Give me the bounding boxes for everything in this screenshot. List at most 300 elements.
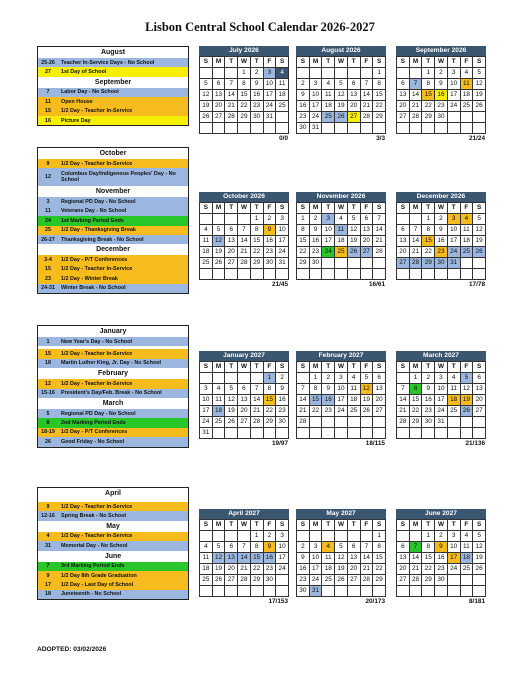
calendar-day: 6 (238, 384, 251, 395)
calendar-day: 5 (473, 531, 486, 542)
calendar-day: 25 (335, 247, 348, 258)
calendar-empty-cell (460, 258, 473, 269)
month-calendar (396, 351, 486, 449)
calendar-day: 30 (435, 258, 448, 269)
calendar-day: 5 (212, 542, 225, 553)
calendar-day: 27 (347, 575, 360, 586)
month-calendar (199, 509, 289, 607)
calendar-day: 11 (460, 542, 473, 553)
calendar-day: 19 (335, 101, 348, 112)
legend-event-date: 23 (45, 275, 51, 282)
legend-event-date: 9 (46, 503, 50, 510)
calendar-empty-cell (276, 269, 289, 280)
calendar-day: 7 (238, 542, 251, 553)
calendar-empty-cell (335, 258, 348, 269)
calendar-day: 31 (263, 112, 276, 123)
calendar-empty-cell (200, 531, 213, 542)
calendar-empty-cell (212, 214, 225, 225)
legend-event-date: 16 (45, 117, 51, 124)
calendar-day: 14 (250, 395, 263, 406)
legend-event-row (38, 580, 188, 589)
legend-event-row (38, 97, 188, 106)
weekday-header: W (435, 520, 448, 531)
calendar-day: 3 (435, 373, 448, 384)
calendar-day: 14 (238, 236, 251, 247)
calendar-day: 9 (276, 384, 289, 395)
calendar-day: 11 (322, 90, 335, 101)
legend-event-date: 11 (45, 208, 51, 215)
calendar-day: 12 (460, 384, 473, 395)
weekday-header: M (212, 203, 225, 214)
calendar-day: 16 (435, 236, 448, 247)
calendar-day: 2 (435, 531, 448, 542)
calendar-day: 31 (309, 123, 322, 134)
legend-event-row (38, 58, 188, 67)
legend-event-row (38, 349, 188, 358)
calendar-day: 9 (422, 384, 435, 395)
calendar-empty-cell (335, 586, 348, 597)
calendar-day: 8 (250, 225, 263, 236)
calendar-empty-cell (447, 112, 460, 123)
calendar-empty-cell (409, 586, 422, 597)
calendar-day: 21 (360, 101, 373, 112)
calendar-day: 27 (397, 258, 410, 269)
calendar-day: 3 (309, 542, 322, 553)
weekday-header: T (447, 203, 460, 214)
weekday-header: M (212, 57, 225, 68)
weekday-header: S (297, 520, 310, 531)
calendar-day: 4 (460, 68, 473, 79)
legend-event-row (38, 88, 188, 97)
calendar-day: 27 (225, 575, 238, 586)
legend-event-date: 24 (45, 217, 51, 224)
calendar-day: 18 (347, 395, 360, 406)
legend-event-date: 8 (46, 419, 50, 426)
day-count: 21/45 (272, 281, 288, 288)
calendar-empty-cell (460, 586, 473, 597)
weekday-header: W (335, 203, 348, 214)
calendar-day: 20 (397, 101, 410, 112)
legend-event-text: 1st Marking Period Ends (61, 217, 124, 224)
calendar-day: 28 (238, 258, 251, 269)
calendar-day: 12 (225, 395, 238, 406)
calendar-empty-cell (447, 586, 460, 597)
legend-month-heading: April (38, 488, 188, 499)
calendar-empty-cell (276, 112, 289, 123)
weekday-header: S (373, 57, 386, 68)
legend-event-text: 1/2 Day 8th Grade Graduation (61, 572, 137, 579)
calendar-day: 30 (276, 417, 289, 428)
calendar-day: 10 (335, 384, 348, 395)
calendar-empty-cell (447, 269, 460, 280)
calendar-day: 26 (360, 406, 373, 417)
calendar-empty-cell (347, 68, 360, 79)
calendar-empty-cell (225, 428, 238, 439)
calendar-day: 15 (422, 90, 435, 101)
calendar-empty-cell (335, 417, 348, 428)
legend-event-row (38, 571, 188, 580)
legend-event-text: Open House (61, 98, 93, 105)
calendar-day: 24 (276, 564, 289, 575)
legend-event-row (38, 532, 188, 541)
calendar-day: 22 (297, 247, 310, 258)
calendar-day: 28 (297, 417, 310, 428)
calendar-day: 24 (309, 575, 322, 586)
calendar-empty-cell (373, 123, 386, 134)
calendar-empty-cell (263, 123, 276, 134)
calendar-day: 9 (297, 90, 310, 101)
calendar-day: 16 (297, 564, 310, 575)
calendar-day: 7 (297, 384, 310, 395)
calendar-day: 4 (322, 542, 335, 553)
legend-event-date: 4 (46, 533, 50, 540)
legend-event-row (38, 159, 188, 168)
legend-event-date: 9 (46, 572, 50, 579)
calendar-day: 16 (309, 236, 322, 247)
calendar-empty-cell (373, 269, 386, 280)
calendar-day: 23 (435, 564, 448, 575)
calendar-day: 31 (200, 428, 213, 439)
legend-month-heading: November (38, 186, 188, 197)
weekday-header: F (460, 203, 473, 214)
calendar-empty-cell (250, 428, 263, 439)
calendar-empty-cell (435, 428, 448, 439)
calendar-empty-cell (373, 258, 386, 269)
calendar-day: 25 (447, 406, 460, 417)
calendar-day: 7 (238, 225, 251, 236)
calendar-day: 11 (460, 225, 473, 236)
calendar-day: 11 (460, 79, 473, 90)
calendar-empty-cell (322, 68, 335, 79)
legend-event-date: 7 (46, 89, 50, 96)
calendar-day: 23 (435, 247, 448, 258)
legend-event-text: 3rd Marking Period Ends (61, 563, 125, 570)
calendar-day: 10 (276, 225, 289, 236)
calendar-day: 19 (212, 564, 225, 575)
calendar-day: 18 (200, 247, 213, 258)
calendar-empty-cell (212, 373, 225, 384)
calendar-empty-cell (200, 68, 213, 79)
legend-event-row (38, 235, 188, 244)
calendar-day: 27 (212, 112, 225, 123)
calendar-day: 21 (373, 236, 386, 247)
calendar-day: 25 (460, 101, 473, 112)
calendar-empty-cell (238, 428, 251, 439)
calendar-empty-cell (347, 586, 360, 597)
calendar-day: 20 (397, 247, 410, 258)
calendar-day: 18 (322, 101, 335, 112)
legend-event-date: 3-4 (44, 256, 52, 263)
calendar-day: 20 (360, 236, 373, 247)
calendar-day: 11 (276, 79, 289, 90)
calendar-day: 21 (360, 564, 373, 575)
calendar-day: 26 (225, 417, 238, 428)
calendar-day: 1 (238, 68, 251, 79)
calendar-day: 12 (473, 542, 486, 553)
calendar-empty-cell (409, 531, 422, 542)
weekday-header: T (322, 57, 335, 68)
calendar-empty-cell (373, 428, 386, 439)
calendar-day: 3 (447, 531, 460, 542)
legend-event-text: Regional PD Day - No School (61, 410, 136, 417)
legend-event-row (38, 502, 188, 511)
calendar-empty-cell (200, 123, 213, 134)
calendar-empty-cell (225, 68, 238, 79)
month-calendar (199, 46, 289, 144)
calendar-day: 14 (225, 90, 238, 101)
calendar-day: 14 (409, 236, 422, 247)
calendar-day: 15 (263, 395, 276, 406)
calendar-day: 27 (473, 406, 486, 417)
weekday-header: F (460, 362, 473, 373)
legend-event-text: Good Friday - No School (61, 438, 125, 445)
calendar-day: 1 (422, 531, 435, 542)
calendar-day: 6 (347, 542, 360, 553)
calendar-day: 23 (297, 112, 310, 123)
calendar-day: 24 (200, 417, 213, 428)
calendar-day: 27 (347, 112, 360, 123)
calendar-day: 14 (397, 395, 410, 406)
weekday-header: T (447, 57, 460, 68)
legend-event-row (38, 590, 188, 599)
weekday-header: F (360, 57, 373, 68)
calendar-empty-cell (238, 586, 251, 597)
weekday-header: S (397, 362, 410, 373)
calendar-day: 11 (322, 553, 335, 564)
legend-event-date: 15-16 (41, 390, 55, 397)
weekday-header: T (447, 520, 460, 531)
legend-event-date: 26 (45, 438, 51, 445)
calendar-day: 16 (422, 395, 435, 406)
legend-event-text: 1/2 Day - Winter Break (61, 275, 118, 282)
day-count: 19/97 (272, 440, 288, 447)
calendar-empty-cell (200, 214, 213, 225)
calendar-day: 9 (263, 542, 276, 553)
calendar-day: 10 (309, 553, 322, 564)
calendar-day: 12 (473, 225, 486, 236)
calendar-day: 29 (297, 258, 310, 269)
calendar-empty-cell (473, 417, 486, 428)
calendar-empty-cell (225, 373, 238, 384)
calendar-day: 10 (447, 225, 460, 236)
calendar-empty-cell (473, 428, 486, 439)
calendar-day: 2 (297, 79, 310, 90)
month-calendar (199, 351, 289, 449)
legend-box (37, 487, 189, 600)
calendar-day: 21 (225, 101, 238, 112)
calendar-day: 18 (335, 236, 348, 247)
calendar-empty-cell (347, 258, 360, 269)
legend-event-row (38, 541, 188, 550)
legend-event-text: Veterans Day - No School (61, 208, 127, 215)
legend-event-row (38, 116, 188, 125)
weekday-header: T (322, 362, 335, 373)
calendar-day: 1 (250, 214, 263, 225)
calendar-empty-cell (360, 428, 373, 439)
calendar-day: 22 (422, 564, 435, 575)
calendar-empty-cell (460, 112, 473, 123)
legend-event-row (38, 379, 188, 388)
month-name: March 2027 (396, 351, 486, 361)
legend-event-row (38, 168, 188, 186)
calendar-day: 6 (373, 373, 386, 384)
weekday-header: M (212, 520, 225, 531)
calendar-day: 26 (335, 112, 348, 123)
calendar-day: 30 (435, 575, 448, 586)
calendar-day: 19 (473, 236, 486, 247)
calendar-day: 19 (212, 247, 225, 258)
calendar-day: 4 (335, 214, 348, 225)
calendar-day: 18 (200, 564, 213, 575)
calendar-day: 6 (473, 373, 486, 384)
calendar-day: 28 (409, 575, 422, 586)
calendar-empty-cell (225, 123, 238, 134)
calendar-day: 13 (473, 384, 486, 395)
calendar-day: 26 (212, 258, 225, 269)
calendar-day: 7 (409, 542, 422, 553)
calendar-day: 29 (422, 258, 435, 269)
calendar-day: 20 (397, 564, 410, 575)
legend-event-text: Memorial Day - No School (61, 542, 128, 549)
calendar-day: 5 (225, 384, 238, 395)
calendar-day: 28 (397, 417, 410, 428)
month-calendar (199, 192, 289, 290)
calendar-day: 4 (347, 373, 360, 384)
calendar-empty-cell (473, 575, 486, 586)
calendar-day: 7 (360, 542, 373, 553)
calendar-empty-cell (360, 417, 373, 428)
legend-event-row (38, 274, 188, 283)
legend-event-text: Martin Luther King, Jr. Day - No School (61, 360, 162, 367)
calendar-day: 29 (373, 575, 386, 586)
weekday-header: S (297, 203, 310, 214)
calendar-day: 13 (360, 225, 373, 236)
calendar-empty-cell (360, 269, 373, 280)
calendar-day: 4 (447, 373, 460, 384)
calendar-day: 9 (263, 225, 276, 236)
calendar-day: 2 (322, 373, 335, 384)
calendar-day: 19 (473, 553, 486, 564)
calendar-empty-cell (435, 269, 448, 280)
weekday-header: T (322, 203, 335, 214)
calendar-day: 13 (373, 384, 386, 395)
calendar-day: 4 (212, 384, 225, 395)
calendar-empty-cell (225, 531, 238, 542)
calendar-empty-cell (409, 68, 422, 79)
calendar-day: 3 (322, 214, 335, 225)
calendar-day: 9 (297, 553, 310, 564)
calendar-day: 25 (460, 564, 473, 575)
calendar-day: 4 (200, 542, 213, 553)
calendar-empty-cell (360, 586, 373, 597)
calendar-day: 28 (238, 575, 251, 586)
calendar-day: 19 (360, 395, 373, 406)
calendar-empty-cell (200, 586, 213, 597)
weekday-header: W (238, 362, 251, 373)
calendar-day: 3 (200, 384, 213, 395)
calendar-day: 20 (473, 395, 486, 406)
calendar-day: 12 (360, 384, 373, 395)
calendar-day: 3 (447, 214, 460, 225)
calendar-day: 28 (409, 258, 422, 269)
calendar-day: 22 (263, 406, 276, 417)
legend-event-row (38, 255, 188, 264)
calendar-day: 17 (309, 564, 322, 575)
calendar-day: 21 (297, 406, 310, 417)
day-count: 21/136 (465, 440, 485, 447)
calendar-day: 24 (309, 112, 322, 123)
calendar-day: 8 (373, 542, 386, 553)
weekday-header: S (473, 362, 486, 373)
calendar-empty-cell (322, 123, 335, 134)
calendar-empty-cell (447, 575, 460, 586)
calendar-day: 29 (263, 417, 276, 428)
legend-event-date: 7 (46, 563, 50, 570)
legend-event-date: 25-26 (41, 59, 55, 66)
calendar-empty-cell (212, 428, 225, 439)
calendar-empty-cell (322, 531, 335, 542)
calendar-day: 19 (473, 90, 486, 101)
month-name: April 2027 (199, 509, 289, 519)
calendar-day: 12 (212, 553, 225, 564)
calendar-day: 2 (435, 214, 448, 225)
month-name: November 2026 (296, 192, 386, 202)
calendar-empty-cell (397, 428, 410, 439)
calendar-day: 23 (435, 101, 448, 112)
calendar-day: 4 (276, 68, 289, 79)
calendar-day: 19 (460, 395, 473, 406)
weekday-header: S (276, 203, 289, 214)
calendar-empty-cell (473, 258, 486, 269)
calendar-day: 20 (238, 406, 251, 417)
weekday-header: W (335, 520, 348, 531)
calendar-day: 2 (276, 373, 289, 384)
calendar-day: 29 (373, 112, 386, 123)
weekday-header: W (238, 203, 251, 214)
legend-event-date: 31 (45, 542, 51, 549)
calendar-day: 12 (200, 90, 213, 101)
calendar-day: 26 (473, 564, 486, 575)
calendar-empty-cell (460, 428, 473, 439)
legend-event-row (38, 562, 188, 571)
weekday-header: T (225, 203, 238, 214)
calendar-day: 7 (225, 79, 238, 90)
calendar-day: 20 (212, 101, 225, 112)
calendar-day: 17 (447, 236, 460, 247)
legend-event-row (38, 437, 188, 446)
calendar-day: 27 (373, 406, 386, 417)
legend-event-date: 15 (45, 266, 51, 273)
calendar-empty-cell (422, 428, 435, 439)
calendar-day: 15 (373, 90, 386, 101)
calendar-day: 6 (225, 542, 238, 553)
calendar-empty-cell (238, 373, 251, 384)
calendar-day: 12 (347, 225, 360, 236)
calendar-empty-cell (397, 373, 410, 384)
weekday-header: F (460, 520, 473, 531)
calendar-day: 26 (473, 101, 486, 112)
calendar-empty-cell (225, 214, 238, 225)
calendar-day: 25 (322, 575, 335, 586)
calendar-empty-cell (212, 68, 225, 79)
calendar-empty-cell (397, 68, 410, 79)
legend-event-date: 1 (46, 338, 50, 345)
legend-month-heading: August (38, 47, 188, 58)
calendar-empty-cell (397, 214, 410, 225)
calendar-day: 25 (200, 258, 213, 269)
calendar-day: 17 (335, 395, 348, 406)
weekday-header: S (397, 203, 410, 214)
